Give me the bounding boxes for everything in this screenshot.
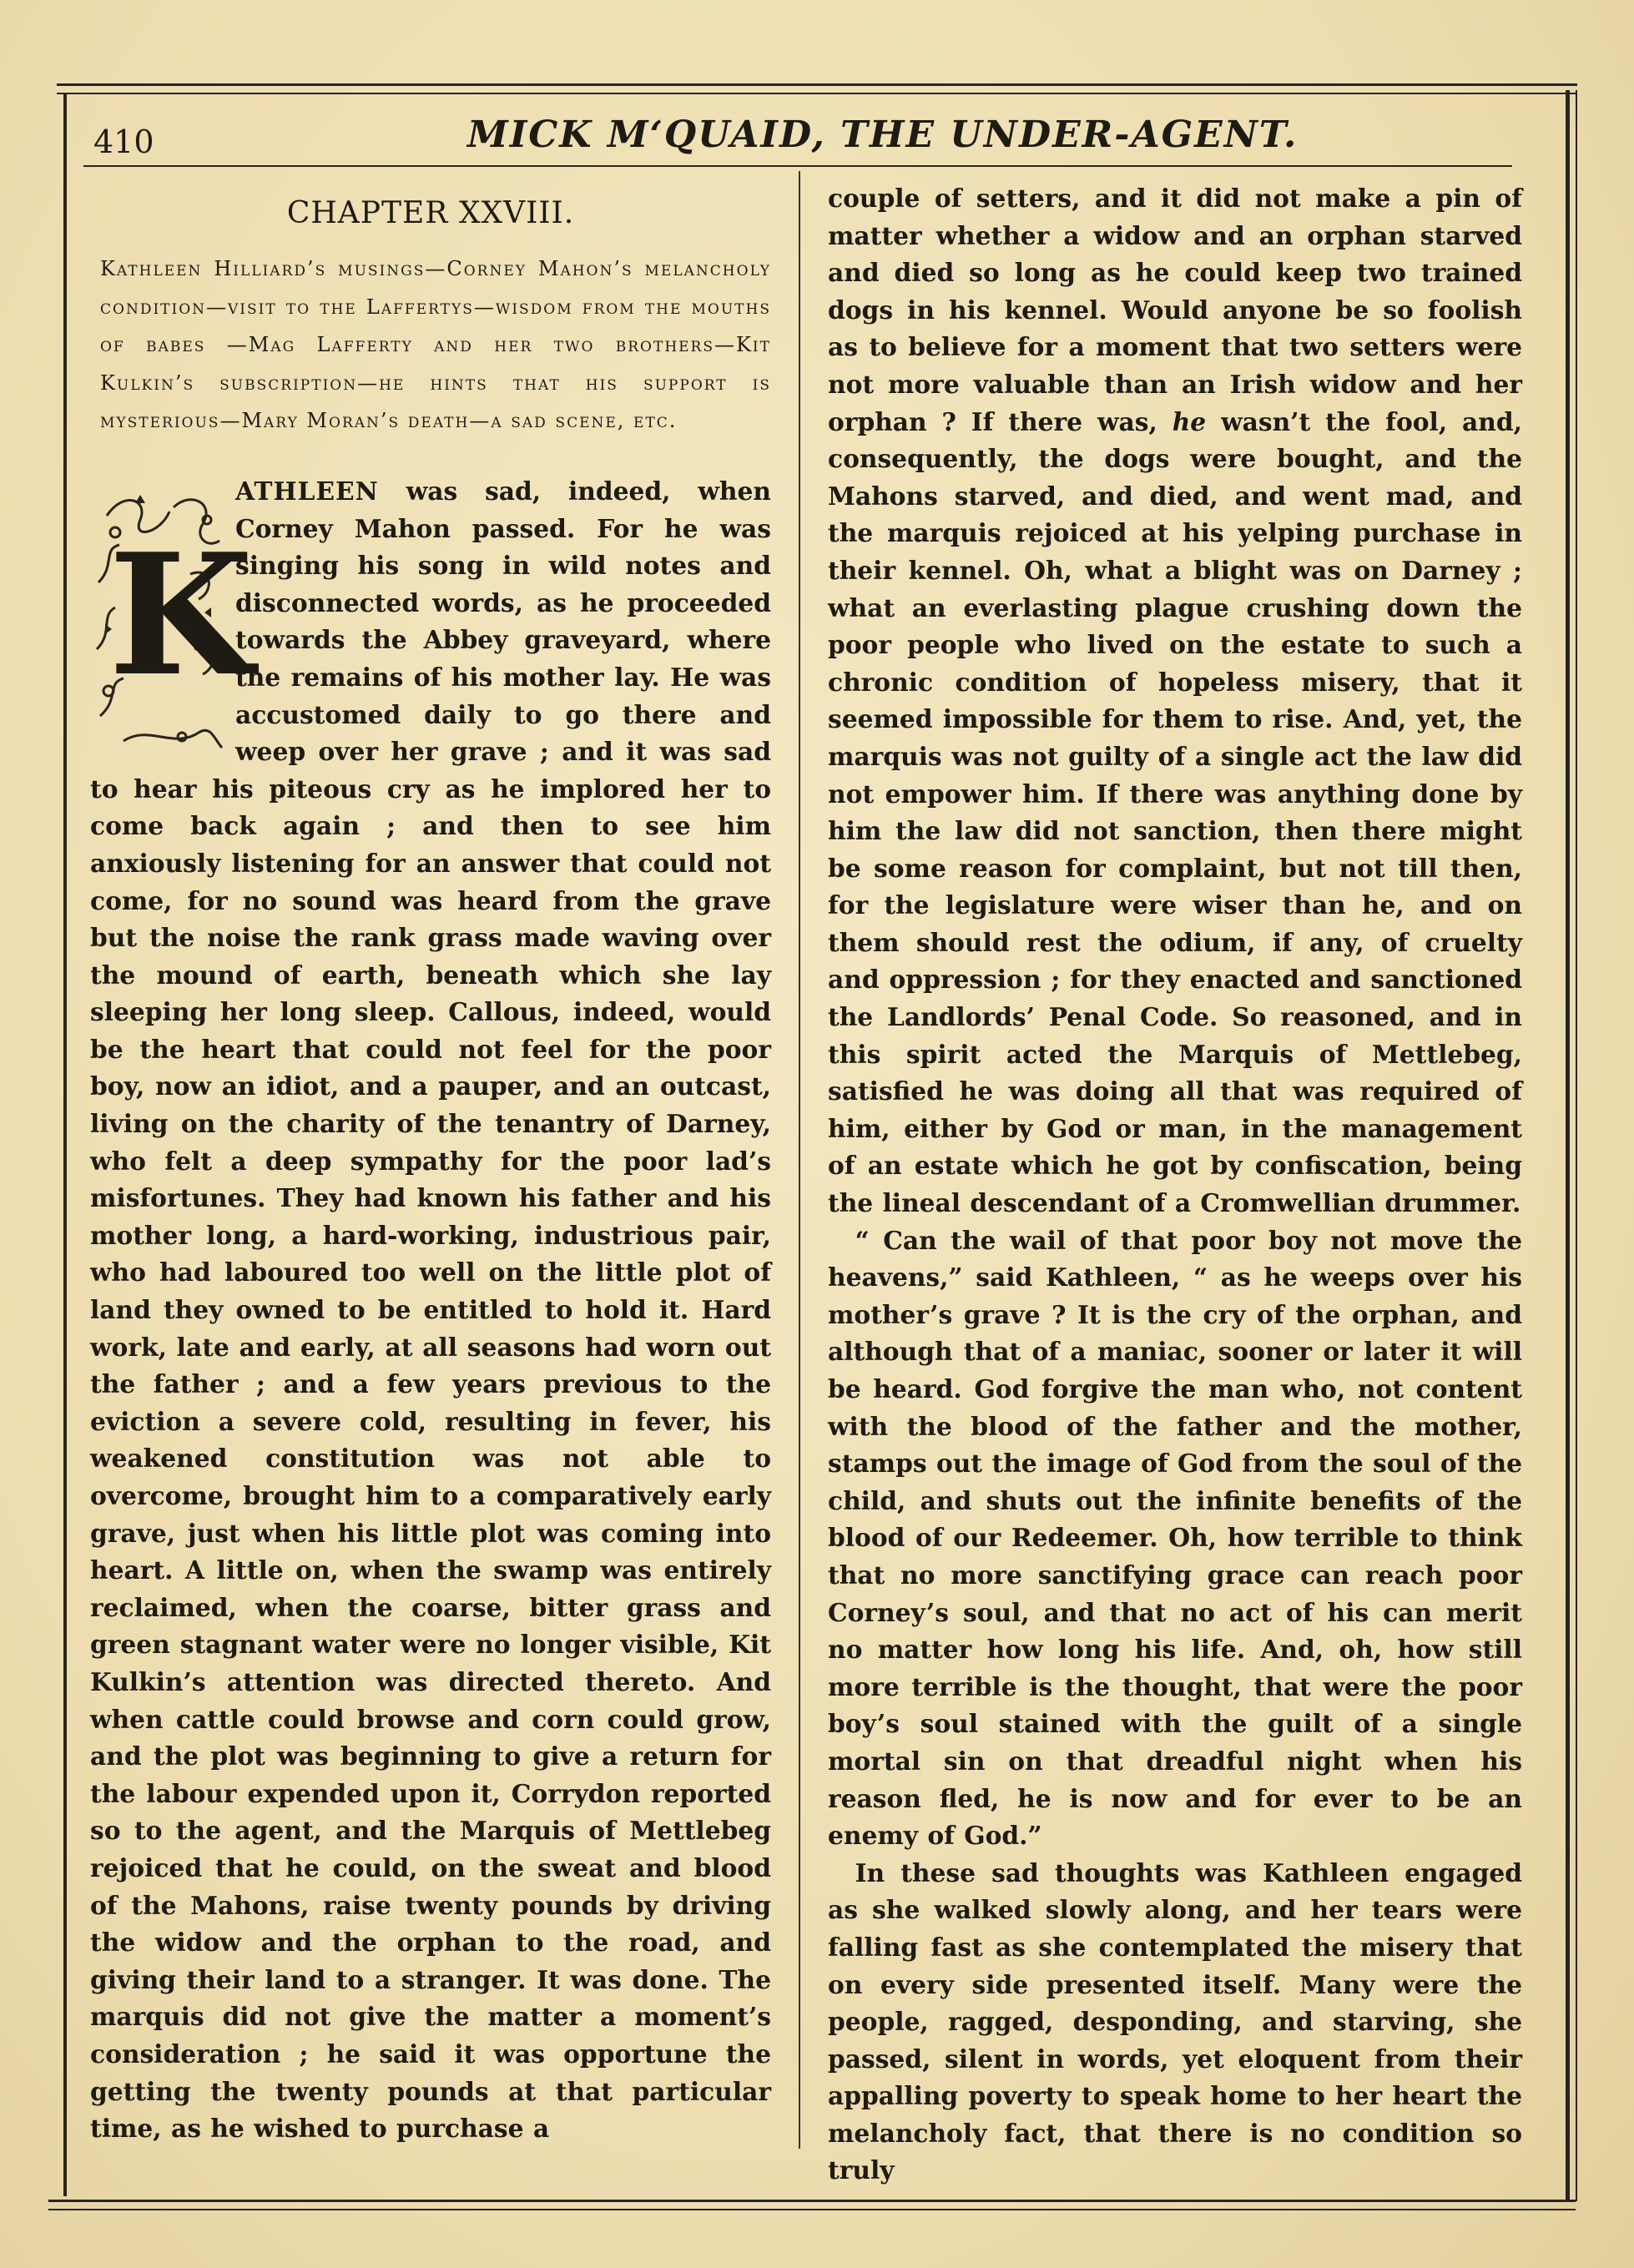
right-border-rule-thin	[1576, 90, 1577, 2201]
left-paragraph-text: was sad, indeed, when Corney Mahon passed. For he was singing his song in wild notes and disconnected words, as he proceeded towards the Abbey graveyard, where the remains of his mother lay. He was accustomed daily to go there and weep over her grave ; and it was sad to hear his piteous cry as he implored her to come back again ; and then to see him anxiously listening for an answer that could not come, for no sound was heard from the grave but the noise the rank grass made waving over the mound of earth, beneath which she lay sleeping her long sleep. Callous, indeed, would be the heart that could not feel for the poor boy, now an idiot, and a pauper, and an outcast, living on the charity of the tenantry of Darney, who felt a deep sympathy for the poor lad’s misfortunes. They had known his father and his mother long, a hard-working, industrious pair, who had laboured too well on the little plot of land they owned to be entitled to hold it. Hard work, late and early, at all seasons had worn out the father ; and a few years previous to the eviction a severe cold, resulting in fever, his weakened constitution was not able to overcome, brought him to a comparatively early grave, just when his little plot was coming into heart. A little on, when the swamp was entirely reclaimed, when the coarse, bitter grass and green stagnant water were no longer visible, Kit Kulkin’s attention was directed thereto. And when cattle could browse and corn could grow, and the plot was beginning to give a return for the labour expended upon it, Corrydon reported so to the agent, and the Marquis of Mettlebeg rejoiced that he could, on the sweat and blood of the Mahons, raise twenty pounds by driving the widow and the orphan to the road, and giving their land to a stranger. It was done. The marquis did not give the matter a moment’s consideration ; he said it was opportune the getting the twenty pounds at that particular time, as he wished to purchase a	[90, 476, 771, 2145]
right-paragraph-2: “ Can the wail of that poor boy not move the heavens,” said Kathleen, “ as he weeps over his mother’s grave ? It is the cry of the orphan, and although that of a maniac, sooner or later it will be heard. God forgive the man who, not content with the blood of the father and the mother, stamps out the image of God from the soul of the child, and shuts out the infinite benefits of the blood of our Redeemer. Oh, how terrible to think that no more sanctifying grace can reach poor Corney’s soul, and that no act of his can merit no matter how long his life. And, oh, how still more terrible is the thought, that were the poor boy’s soul stained with the guilt of a single mortal sin on that dreadful night when his reason fled, he is now and for ever to be an enemy of God.”	[828, 1226, 1522, 1852]
running-title: MICK M‘QUAID, THE UNDER-AGENT.	[467, 113, 1299, 156]
header-rule	[83, 165, 1512, 167]
ornamental-drop-cap	[90, 482, 254, 758]
top-border-rule	[57, 83, 1577, 94]
left-paragraph	[90, 474, 771, 2149]
right-paragraph-1-text-a: couple of setters, and it did not make a pin of matter whether a widow and an orphan starved and died so long as he could keep two trained dogs in his kennel. Would anyone be so foolish as to believe for a moment that two setters were not more valuable than an Irish widow and her orphan ? If there was,	[828, 184, 1522, 437]
right-paragraph-1	[828, 181, 1522, 1223]
bottom-border-rule	[48, 2200, 1576, 2210]
drop-cap-letter: K	[108, 517, 254, 713]
chapter-summary: Kathleen Hilliard’s musings—Corney Mahon’s melancholy condition—visit to the Laffertys—wisdom from the mouths of babes —Mag Lafferty and her two brothers—Kit Kulkin’s subscription—he hints that his support is mysterious—Mary Moran’s death—a sad scene, etc.	[100, 257, 771, 433]
right-column	[828, 171, 1522, 2190]
right-paragraph-3: In these sad thoughts was Kathleen engaged as she walked slowly along, and her tears were falling fast as she contemplated the misery that on every side presented itself. Many were the people, ragged, desponding, and starving, she passed, silent in words, yet eloquent from their appalling poverty to speak home to her heart the melancholy fact, that there is no condition so truly	[828, 1858, 1522, 2186]
opening-word: ATHLEEN	[235, 476, 379, 507]
left-column	[90, 171, 771, 2149]
column-divider	[799, 171, 800, 2149]
chapter-title: CHAPTER XXVIII.	[286, 196, 575, 230]
left-border-rule	[63, 93, 67, 2196]
page-number: 410	[93, 123, 154, 160]
right-paragraph-1-text-b: wasn’t the fool, and, consequently, the dogs were bought, and the Mahons starved, and died, and went mad, and the marquis rejoiced at his yelping purchase in their kennel. Oh, what a blight was on Darney ; what an everlasting plague crushing down the poor people who lived on the estate to such a chronic condition of hopeless misery, that it seemed impossible for them to rise. And, yet, the marquis was not guilty of a single act the law did not empower him. If there was anything done by him the law did not sanction, then there might be some reason for complaint, but not till then, for the legislature were wiser than he, and on them should rest the odium, if any, of cruelty and oppression ; for they enacted and sanctioned the Landlords’ Penal Code. So reasoned, and in this spirit acted the Marquis of Mettlebeg, satisfied he was doing all that was required of him, either by God or man, in the management of an estate which he got by confiscation, being the lineal descendant of a Cromwellian drummer.	[828, 407, 1522, 1219]
right-border-rule	[1566, 90, 1570, 2201]
italic-he: he	[1172, 407, 1207, 437]
